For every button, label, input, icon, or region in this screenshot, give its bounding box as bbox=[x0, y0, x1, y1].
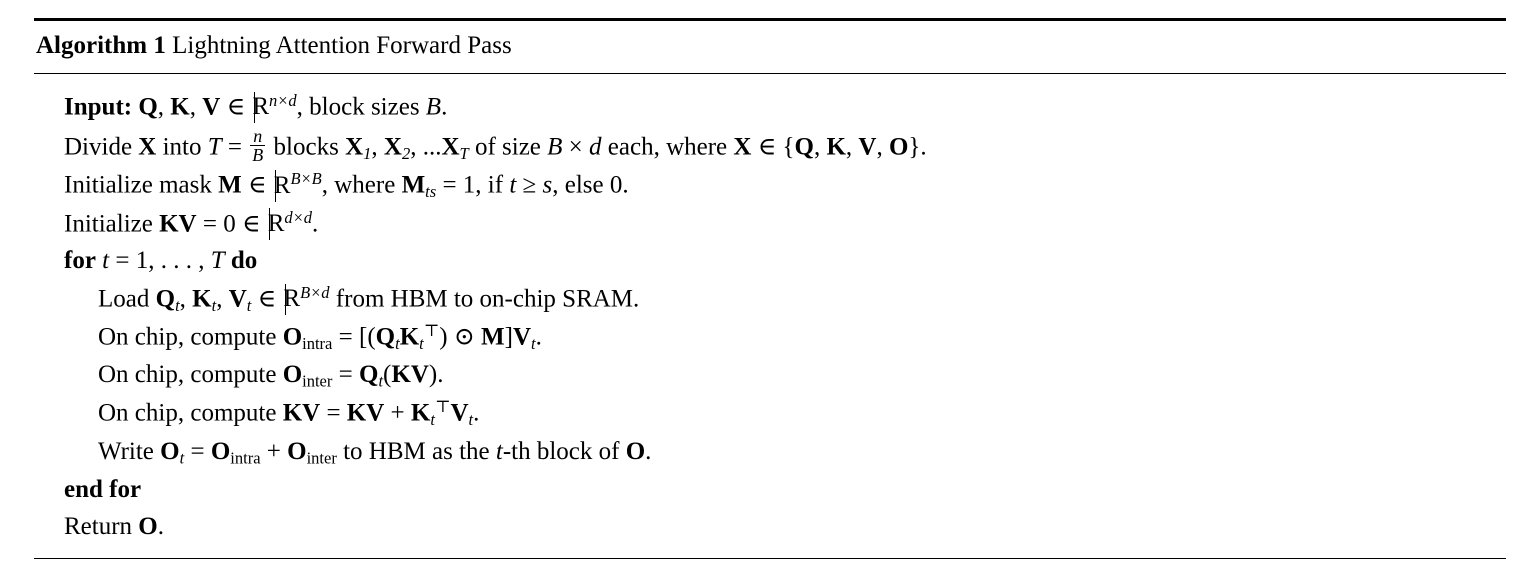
algorithm-line-init-kv: Initialize KV = 0 ∈ $R^{d\times d}$. bbox=[64, 205, 1504, 243]
algorithm-line-end-for: end for bbox=[64, 475, 142, 503]
algorithm-line-write: Write $O_t = O_{intra} + O_{inter}$ to HBM as the t-th block of O. bbox=[98, 437, 652, 468]
algorithm-body bbox=[34, 74, 1506, 558]
algorithm-line-kv-update: On chip, compute KV = KV + $K_t^⊤V_t$. bbox=[98, 397, 480, 430]
bottom-rule bbox=[34, 558, 1506, 559]
algorithm-label: Algorithm 1 bbox=[36, 32, 166, 59]
algorithm-line-init-mask: Initialize mask M ∈ $R^{B\times B}$, where $M_{ts} = 1$, if t ≥ s, else 0. bbox=[64, 169, 629, 202]
algorithm-line-o-intra: On chip, compute $O_{intra} = [(Q_tK_t^⊤)$ ⊙ $M]V_t$. bbox=[98, 321, 542, 353]
algorithm-line-for: for t = 1, . . . , T do bbox=[64, 247, 258, 275]
algorithm-line-divide: Divide X into T = $\frac{n}{B}$ blocks $X_1$, $X_2$, $...X_T$ of size B × d each, where X ∈ {Q, K, V, O}. bbox=[64, 125, 927, 166]
algorithm-line-o-inter: On chip, compute $O_{inter} = Q_t(KV)$. bbox=[98, 361, 444, 391]
algorithm-line-input: Input: Q, K, V ∈ $R^{n\times d}$, block sizes B. bbox=[64, 88, 1504, 126]
algorithm-block bbox=[34, 18, 1506, 559]
algorithm-title: Lightning Attention Forward Pass bbox=[172, 32, 512, 59]
algorithm-line-load: Load $Q_t$, $K_t$, $V_t$ ∈ $R^{B\times d}$ from HBM to on-chip SRAM. bbox=[98, 282, 640, 315]
algorithm-caption bbox=[34, 21, 1506, 73]
algorithm-line-return: Return O. bbox=[64, 513, 164, 541]
